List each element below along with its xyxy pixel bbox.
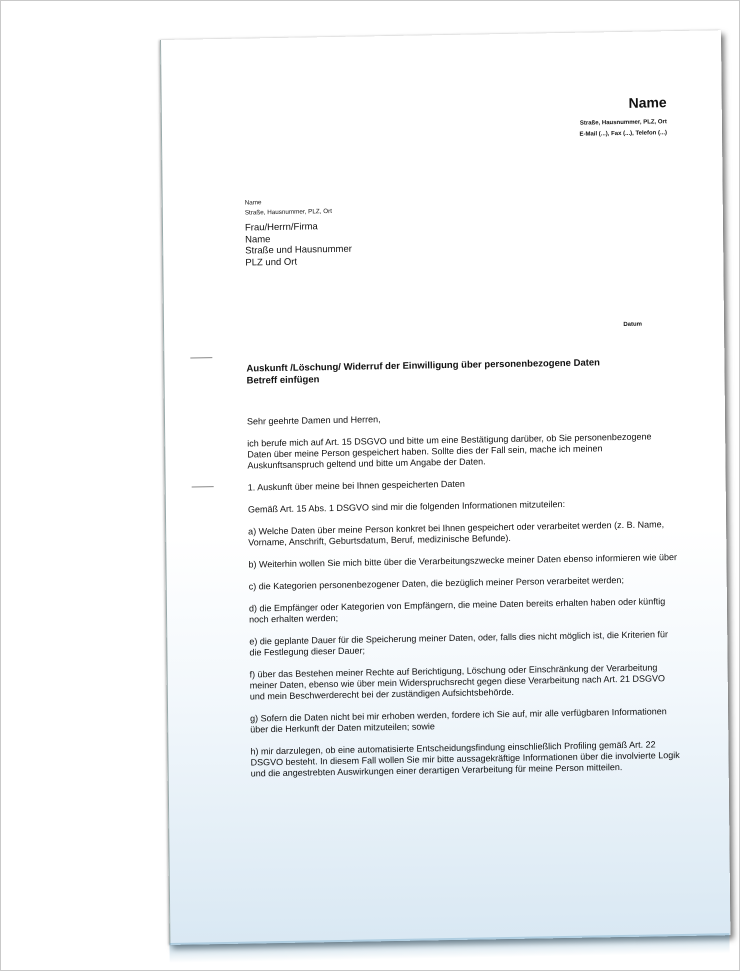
return-address-name: Name	[244, 199, 262, 207]
list-item-d: d) die Empfänger oder Kategorien von Empfängern, die meine Daten bereits erhalten haben oder künftig noch erhalten werden;	[248, 596, 666, 625]
recipient-line: Name	[245, 233, 271, 246]
fold-mark	[190, 357, 212, 358]
sender-address: Straße, Hausnummer, PLZ, Ort	[579, 119, 667, 127]
fold-mark	[192, 486, 214, 487]
list-item-g: g) Sofern die Daten nicht bei mir erhoben werden, fordere ich Sie auf, mir alle verfügbaren Informationen über die Herkunft der Daten mitzuteilen; sowie	[250, 706, 667, 735]
list-item-e: e) die geplante Dauer für die Speicherung meiner Daten, oder, falls dies nicht möglich ist, die Kriterien für die Festlegung dieser Dauer;	[249, 629, 669, 658]
date-label: Datum	[623, 321, 643, 328]
list-item-h: h) mir darzulegen, ob eine automatisierte Entscheidungsfindung einschließlich Profiling gemäß Art. 22 DSGVO besteht. In diesem Fall wollen Sie mir bitte aussagekräftige Informationen über die involvierte Logik und die angestrebten Auswirkungen einer derartigen Verarbeitung für meine Person mitteilen.	[250, 739, 680, 779]
recipient-line: PLZ und Ort	[245, 256, 298, 269]
sender-name: Name	[628, 94, 667, 111]
subject-placeholder: Betreff einfügen	[246, 373, 320, 387]
list-item-c: c) die Kategorien personenbezogener Daten, die bezüglich meiner Person verarbeitet werden;	[248, 574, 624, 592]
salutation: Sehr geehrte Damen und Herren,	[246, 414, 381, 427]
document-preview	[160, 30, 734, 950]
intro-paragraph: ich berufe mich auf Art. 15 DSGVO und bitte um eine Bestätigung darüber, ob Sie personenbezogene Daten über meine Person gespeichert haben. Sollte dies der Fall sein, mache ich meinen Auskunftsanspruch geltend und bitte um Angabe der Daten.	[247, 431, 652, 471]
letter-body	[247, 409, 681, 790]
section-heading: 1. Auskunft über meine bei Ihnen gespeicherten Daten	[247, 478, 465, 493]
list-item-b: b) Weiterhin wollen Sie mich bitte über die Verarbeitungszwecke meiner Daten ebenso informieren wie über	[248, 552, 678, 570]
list-item-f: f) über das Bestehen meiner Rechte auf Berichtigung, Löschung oder Einschränkung der Verarbeitung meiner Daten, ebenso wie über mein Widerspruchsrecht gegen diese Verarbeitung nach Art. 21 DSGVO und mein Beschwerderecht bei der zuständigen Aufsichtsbehörde.	[249, 662, 665, 702]
list-item-a: a) Welche Daten über meine Person konkret bei Ihnen gespeichert oder verarbeitet werden (z. B. Name, Vorname, Anschrift, Geburtsdatum, Beruf, medizinische Befunde).	[248, 519, 665, 548]
sender-contact: E-Mail (...), Fax (...), Telefon (...)	[579, 130, 668, 138]
recipient-line: Straße und Hausnummer	[245, 243, 352, 257]
legal-basis-paragraph: Gemäß Art. 15 Abs. 1 DSGVO sind mir die folgenden Informationen mitzuteilen:	[247, 498, 566, 515]
recipient-line: Frau/Herrn/Firma	[244, 221, 318, 234]
letter-page	[160, 30, 730, 945]
return-address-line: Straße, Hausnummer, PLZ, Ort	[244, 208, 332, 217]
subject-block	[246, 357, 600, 386]
recipient-block	[245, 221, 352, 269]
subject-line: Auskunft /Löschung/ Widerruf der Einwilligung über personenbezogene Daten	[246, 357, 601, 375]
